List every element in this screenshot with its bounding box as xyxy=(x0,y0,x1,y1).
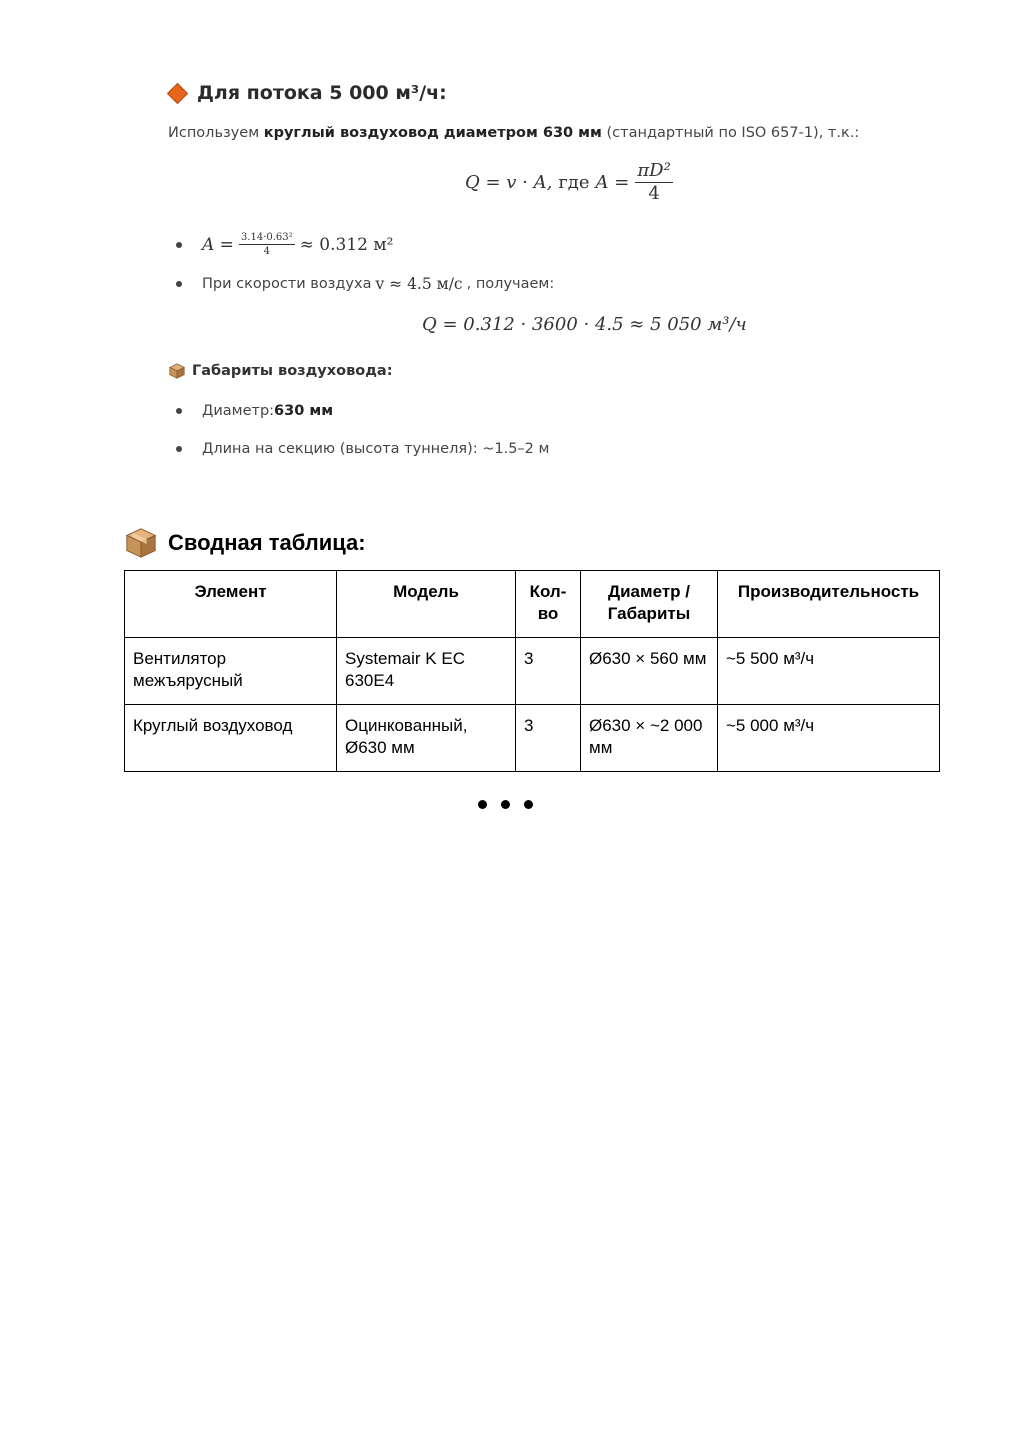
table-cell: Оцинкованный, Ø630 мм xyxy=(337,705,516,772)
table-cell: Ø630 × 560 мм xyxy=(581,638,718,705)
orange-diamond-icon xyxy=(167,82,188,103)
speed-text-after: , получаем: xyxy=(466,276,555,292)
table-cell: Systemair K EC 630E4 xyxy=(337,638,516,705)
formula-main-denominator: 4 xyxy=(648,182,660,204)
summary-heading xyxy=(124,526,366,560)
table-header-row xyxy=(125,571,940,638)
table-cell: 3 xyxy=(516,705,581,772)
formula-main-fraction xyxy=(635,162,672,204)
intro-text-before: Используем xyxy=(168,125,264,141)
area-denominator: 4 xyxy=(263,246,270,257)
area-numerator: 3.14·0.63² xyxy=(239,233,295,246)
formula-main-left: Q = v · A, xyxy=(465,172,553,194)
speed-bullet-list xyxy=(176,272,554,296)
package-icon xyxy=(124,526,158,560)
area-rhs: ≈ 0.312 м² xyxy=(299,235,394,255)
diameter-bullet-list xyxy=(176,398,333,424)
formula-main-numerator: πD² xyxy=(637,160,671,181)
speed-bullet xyxy=(176,272,554,296)
area-bullet xyxy=(176,230,393,260)
flow-intro xyxy=(168,125,859,141)
diameter-label: Диаметр: xyxy=(202,403,275,419)
diameter-value: 630 мм xyxy=(274,403,334,419)
table-cell: ~5 000 м³/ч xyxy=(718,705,940,772)
formula-main-a-eq: A = xyxy=(595,172,630,194)
formula-area-value xyxy=(202,233,393,258)
formula-flow-result: Q = 0.312 · 3600 · 4.5 ≈ 5 050 м³/ч xyxy=(422,314,747,335)
ellipsis-dot xyxy=(501,800,510,809)
dims-heading-text: Габариты воздуховода: xyxy=(192,363,393,379)
summary-heading-text: Сводная таблица: xyxy=(168,530,366,555)
area-lhs: A = xyxy=(202,235,234,255)
diameter-bullet xyxy=(176,398,333,424)
ellipsis-divider xyxy=(478,800,533,809)
ellipsis-dot xyxy=(524,800,533,809)
speed-formula: v ≈ 4.5 м/с xyxy=(375,275,463,293)
flow-heading-text: Для потока 5 000 м³/ч: xyxy=(197,82,447,104)
length-bullet: Длина на секцию (высота туннеля): ~1.5–2 м xyxy=(176,436,549,462)
table-cell: Вентилятор межъярусный xyxy=(125,638,337,705)
formula-area-definition xyxy=(465,162,673,204)
length-bullet-list xyxy=(176,436,549,462)
column-header-dimensions: Диаметр / Габариты xyxy=(581,571,718,638)
area-bullet-list xyxy=(176,230,393,260)
dims-heading xyxy=(168,362,393,380)
speed-text-before: При скорости воздуха xyxy=(202,276,372,292)
table-cell: Круглый воздуховод xyxy=(125,705,337,772)
flow-heading xyxy=(168,82,447,104)
formula-main-where: где xyxy=(558,172,590,194)
table-row xyxy=(125,705,940,772)
table-cell: 3 xyxy=(516,638,581,705)
table-cell: Ø630 × ~2 000 мм xyxy=(581,705,718,772)
summary-table xyxy=(124,570,940,772)
column-header-model: Модель xyxy=(337,571,516,638)
column-header-capacity: Производительность xyxy=(718,571,940,638)
column-header-element: Элемент xyxy=(125,571,337,638)
area-fraction xyxy=(239,233,295,258)
column-header-quantity: Кол-во xyxy=(516,571,581,638)
intro-text-bold: круглый воздуховод диаметром 630 мм xyxy=(263,125,602,141)
table-cell: ~5 500 м³/ч xyxy=(718,638,940,705)
intro-text-after: (стандартный по ISO 657-1), т.к.: xyxy=(601,125,860,141)
embedded-screenshot xyxy=(160,74,860,474)
package-icon xyxy=(168,362,186,380)
table-row xyxy=(125,638,940,705)
ellipsis-dot xyxy=(478,800,487,809)
